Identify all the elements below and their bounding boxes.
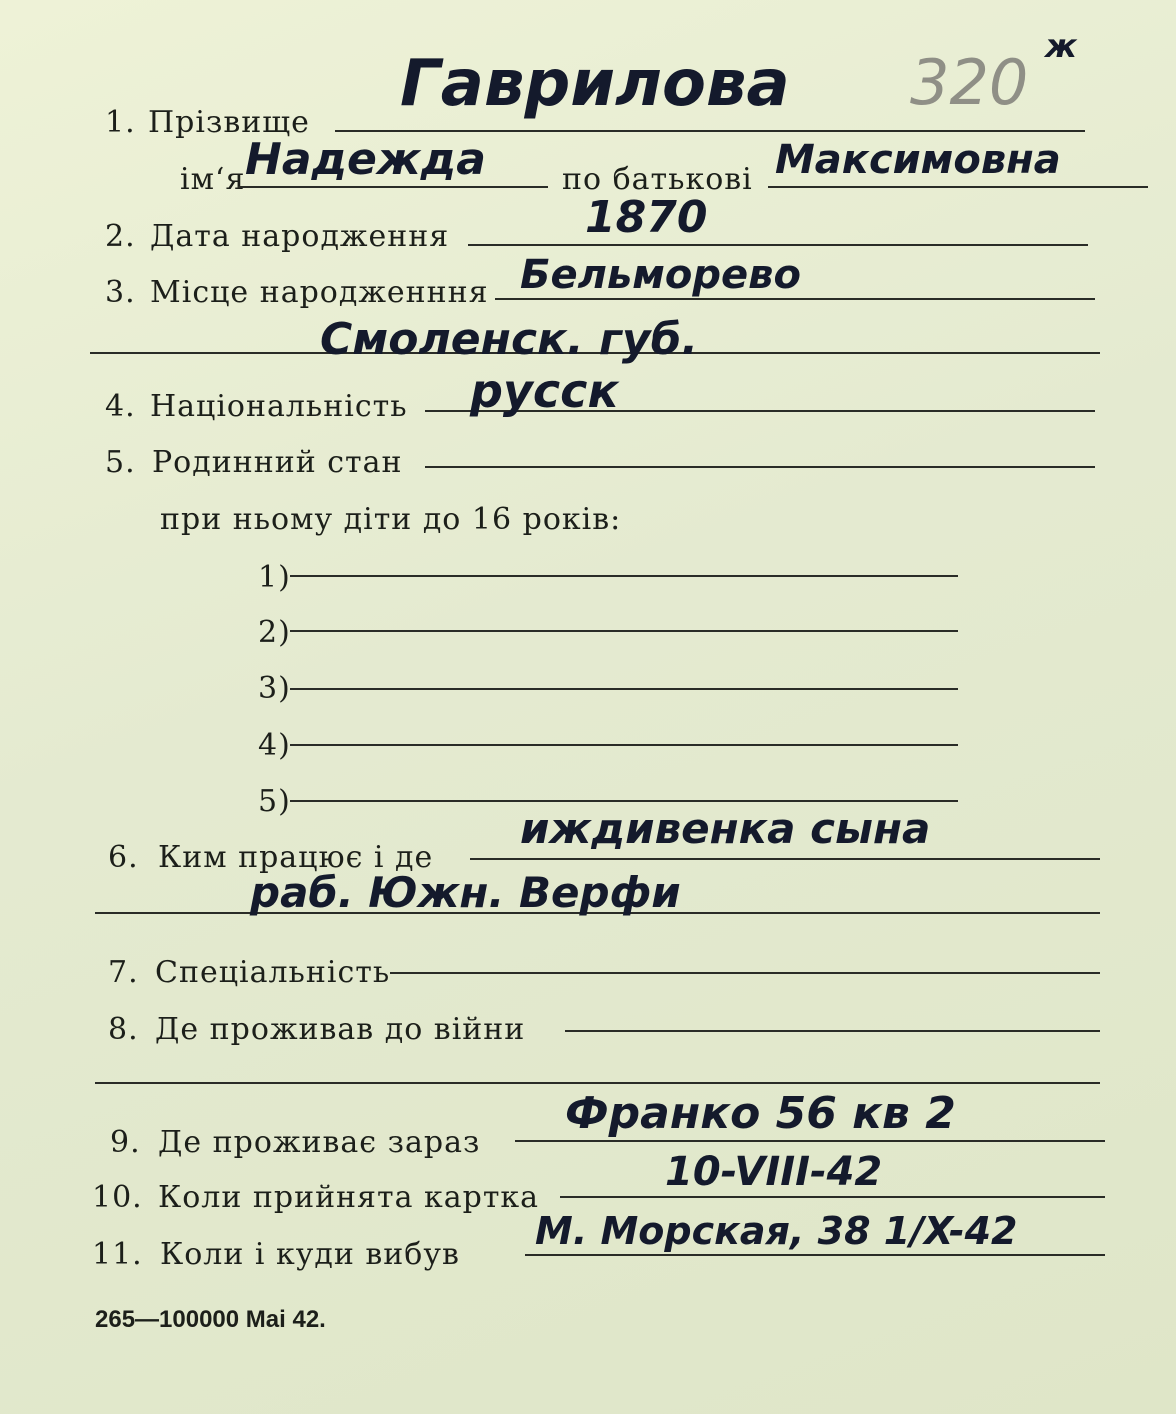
child-5-number: 5) [258, 784, 291, 819]
field-2-number: 2. [105, 219, 136, 254]
birthdate-label: Дата народження [150, 219, 450, 254]
field-8-number: 8. [108, 1012, 139, 1047]
occupation-value-2[interactable]: раб. Южн. Верфи [250, 868, 681, 917]
child-4-number: 4) [258, 728, 291, 763]
prewar-residence-line-2 [95, 1082, 1100, 1084]
speciality-line [390, 972, 1100, 974]
departure-value[interactable]: М. Морская, 38 1/X-42 [535, 1209, 1018, 1253]
departure-label: Коли і куди вибув [160, 1237, 460, 1272]
family-status-line [425, 466, 1095, 468]
surname-value[interactable]: Гаврилова [400, 47, 790, 121]
current-residence-value[interactable]: Франко 56 кв 2 [565, 1088, 956, 1139]
birthplace-value[interactable]: Бельморево [520, 252, 801, 298]
child-4-line [290, 744, 958, 746]
current-residence-label: Де проживає зараз [158, 1125, 481, 1160]
children-label: при ньому діти до 16 років: [160, 502, 622, 537]
child-1-line [290, 575, 958, 577]
field-1-number: 1. [105, 105, 136, 140]
print-run-footer: 265—100000 Mai 42. [95, 1306, 326, 1333]
speciality-label: Спеціальність [155, 955, 391, 990]
birthdate-line [468, 244, 1088, 246]
card-accepted-label: Коли прийнята картка [158, 1180, 540, 1215]
field-7-number: 7. [108, 955, 139, 990]
child-3-number: 3) [258, 671, 291, 706]
current-residence-line [515, 1140, 1105, 1142]
child-5-line [290, 800, 958, 802]
field-6-number: 6. [108, 840, 139, 875]
child-2-number: 2) [258, 615, 291, 650]
child-2-line [290, 630, 958, 632]
field-9-number: 9. [110, 1125, 141, 1160]
field-11-number: 11. [92, 1237, 143, 1272]
nationality-value[interactable]: русск [470, 364, 619, 418]
patronymic-value[interactable]: Максимовна [775, 137, 1061, 183]
occupation-label: Ким працює і де [158, 840, 434, 875]
occupation-line [470, 858, 1100, 860]
birthplace-value-2[interactable]: Смоленск. губ. [320, 314, 699, 365]
birthplace-label: Місце народженння [150, 275, 489, 310]
card-accepted-line [560, 1196, 1105, 1198]
family-status-label: Родинний стан [152, 445, 403, 480]
prewar-residence-line [565, 1030, 1100, 1032]
surname-line [335, 130, 1085, 132]
surname-label: Прізвище [148, 105, 310, 140]
field-4-number: 4. [105, 389, 136, 424]
prewar-residence-label: Де проживав до війни [155, 1012, 526, 1047]
card-accepted-value[interactable]: 10-VIII-42 [665, 1149, 883, 1195]
occupation-value[interactable]: иждивенка сына [520, 804, 931, 853]
birthplace-line [495, 298, 1095, 300]
name-line [238, 186, 548, 188]
name-label: ім‘я [180, 162, 246, 197]
birthdate-value[interactable]: 1870 [585, 192, 708, 243]
field-5-number: 5. [105, 445, 136, 480]
field-10-number: 10. [92, 1180, 143, 1215]
patronymic-line [768, 186, 1148, 188]
nationality-label: Національність [150, 389, 408, 424]
field-3-number: 3. [105, 275, 136, 310]
card-letter-annotation: ж [1045, 27, 1077, 65]
departure-line [525, 1254, 1105, 1256]
card-number-annotation: 320 [910, 46, 1029, 119]
name-value[interactable]: Надежда [245, 134, 486, 185]
patronymic-label: по батькові [562, 162, 753, 197]
child-3-line [290, 688, 958, 690]
child-1-number: 1) [258, 560, 291, 595]
